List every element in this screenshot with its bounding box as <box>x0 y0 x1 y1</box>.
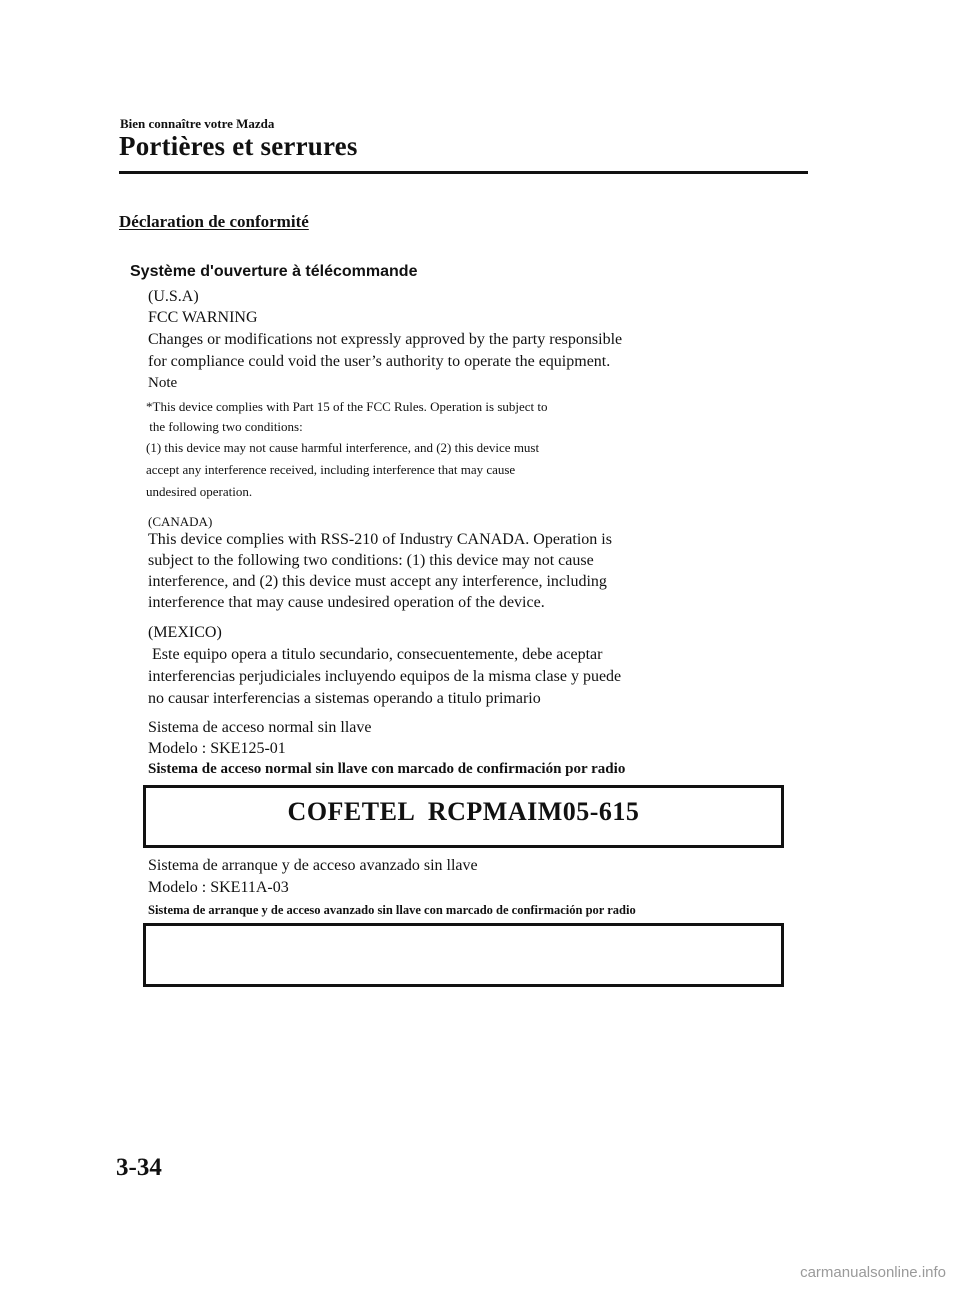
remote-system-subheading: Système d'ouverture à télécommande <box>130 263 418 280</box>
system2-caption: Sistema de arranque y de acceso avanzado sin llave con marcado de confirmación por radio <box>148 903 636 917</box>
note-line: undesired operation. <box>146 484 253 499</box>
cofetel-code: COFETEL RCPMAIM05-615 <box>287 797 640 826</box>
fcc-warning-title: FCC WARNING <box>148 309 258 326</box>
note-line: *This device complies with Part 15 of the FCC Rules. Operation is subject to <box>146 399 548 414</box>
cofetel-box <box>143 785 784 848</box>
chapter-title: Bien connaître votre Mazda <box>120 116 275 131</box>
mexico-line: Este equipo opera a titulo secundario, consecuentemente, debe aceptar <box>148 646 603 663</box>
canada-line: This device complies with RSS-210 of Industry CANADA. Operation is <box>148 531 612 548</box>
canada-line: subject to the following two conditions: (1) this device may not cause <box>148 552 594 569</box>
mexico-label: (MEXICO) <box>148 624 222 641</box>
page-number: 3-34 <box>116 1154 162 1181</box>
system1-model: Modelo : SKE125-01 <box>148 740 286 757</box>
note-line: the following two conditions: <box>146 419 303 434</box>
watermark: carmanualsonline.info <box>800 1264 946 1281</box>
fcc-warning-line: for compliance could void the user’s authority to operate the equipment. <box>148 353 611 370</box>
system1-caption: Sistema de acceso normal sin llave con marcado de confirmación por radio <box>148 761 626 777</box>
canada-line: interference that may cause undesired operation of the device. <box>148 594 545 611</box>
fcc-warning-line: Changes or modifications not expressly approved by the party responsible <box>148 331 623 348</box>
mexico-line: no causar interferencias a sistemas operando a titulo primario <box>148 690 541 707</box>
declaration-heading: Déclaration de conformité <box>119 212 309 231</box>
system2-empty-box <box>143 923 784 987</box>
system2-model: Modelo : SKE11A-03 <box>148 879 289 896</box>
usa-label: (U.S.A) <box>148 288 199 305</box>
mexico-line: interferencias perjudiciales incluyendo equipos de la misma clase y puede <box>148 668 622 685</box>
header-rule <box>119 171 808 174</box>
canada-label: (CANADA) <box>148 514 213 529</box>
note-line: accept any interference received, including interference that may cause <box>146 462 516 477</box>
system2-name: Sistema de arranque y de acceso avanzado sin llave <box>148 857 478 874</box>
section-title: Portières et serrures <box>119 131 358 161</box>
system1-name: Sistema de acceso normal sin llave <box>148 719 372 736</box>
note-line: (1) this device may not cause harmful interference, and (2) this device must <box>146 440 540 455</box>
note-label: Note <box>148 375 178 391</box>
canada-line: interference, and (2) this device must accept any interference, including <box>148 573 607 590</box>
